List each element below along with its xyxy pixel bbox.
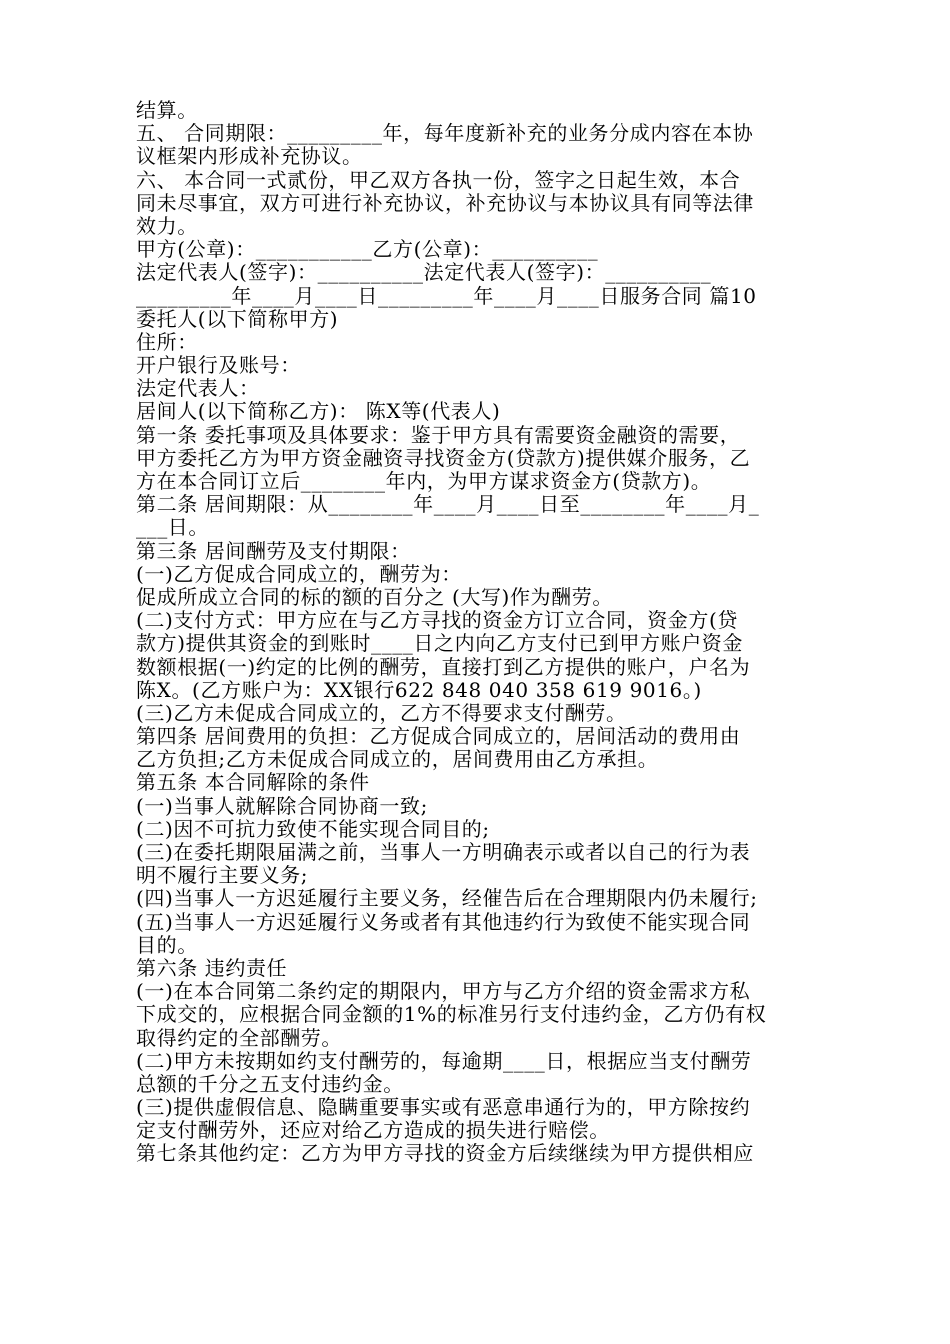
text-line: 议框架内形成补充协议。	[136, 144, 363, 169]
text-line: (二)甲方未按期如约支付酬劳的，每逾期____日，根据应当支付酬劳	[136, 1048, 752, 1073]
text-line: 甲方委托乙方为甲方资金融资寻找资金方(贷款方)提供媒介服务，乙	[136, 445, 751, 470]
text-line: (四)当事人一方迟延履行主要义务，经催告后在合理期限内仍未履行;	[136, 886, 758, 911]
text-line: 目的。	[136, 932, 198, 957]
document-body	[136, 99, 816, 1166]
text-line: 五、 合同期限：_________年，每年度新补充的业务分成内容在本协	[136, 121, 754, 146]
text-line: 数额根据(一)约定的比例的酬劳，直接打到乙方提供的账户，户名为	[136, 654, 751, 679]
text-line: 陈X。(乙方账户为：XX银行622 848 040 358 619 9016。)	[136, 677, 702, 702]
signature-line: 法定代表人(签字)：__________法定代表人(签字)：__________	[136, 260, 712, 285]
text-line: (一)乙方促成合同成立的，酬劳为：	[136, 561, 462, 586]
text-line: (一)当事人就解除合同协商一致;	[136, 793, 428, 818]
text-line: 开户银行及账号：	[136, 353, 301, 378]
text-line: 委托人(以下简称甲方)	[136, 306, 339, 331]
text-line: (三)在委托期限届满之前，当事人一方明确表示或者以自己的行为表	[136, 840, 751, 864]
text-line: 第三条 居间酬劳及支付期限：	[136, 538, 411, 563]
text-line: 促成所成立合同的标的额的百分之 (大写)作为酬劳。	[136, 584, 613, 609]
text-line: (二)支付方式：甲方应在与乙方寻找的资金方订立合同，资金方(贷	[136, 608, 739, 633]
text-line: 第四条 居间费用的负担：乙方促成合同成立的，居间活动的费用由	[136, 724, 741, 749]
text-line: 第七条其他约定：乙方为甲方寻找的资金方后续继续为甲方提供相应	[136, 1141, 754, 1166]
text-line: 取得约定的全部酬劳。	[136, 1025, 342, 1050]
text-line: 定支付酬劳外，还应对给乙方造成的损失进行赔偿。	[136, 1118, 610, 1143]
text-line: 明不履行主要义务;	[136, 863, 309, 888]
text-line: 居间人(以下简称乙方)： 陈X等(代表人)	[136, 399, 501, 424]
text-line: 结算。	[136, 98, 198, 122]
text-line: 第二条 居间期限：从________年____月____日至________年____月_	[136, 492, 760, 517]
text-line: (三)乙方未促成合同成立的，乙方不得要求支付酬劳。	[136, 700, 627, 725]
text-line: 方在本合同订立后________年内，为甲方谋求资金方(贷款方)。	[136, 469, 712, 493]
text-line: (一)在本合同第二条约定的期限内，甲方与乙方介绍的资金需求方私	[136, 979, 751, 1004]
text-line: ___日。	[136, 515, 209, 540]
date-line: _________年____月____日_________年____月____日服务合同 篇10	[136, 283, 757, 308]
text-line: (三)提供虚假信息、隐瞒重要事实或有恶意串通行为的，甲方除按约	[136, 1095, 751, 1120]
text-line: 下成交的，应根据合同金额的1%的标准另行支付违约金，乙方仍有权	[136, 1002, 767, 1027]
text-line: (五)当事人一方迟延履行义务或者有其他违约行为致使不能实现合同	[136, 909, 751, 934]
text-line: 第五条 本合同解除的条件	[136, 770, 370, 795]
text-line: 第一条 委托事项及具体要求：鉴于甲方具有需要资金融资的需要，	[136, 422, 741, 447]
text-line: 同未尽事宜，双方可进行补充协议，补充协议与本协议具有同等法律	[136, 190, 754, 215]
text-line: 法定代表人：	[136, 376, 260, 401]
text-line: 款方)提供其资金的到账时____日之内向乙方支付已到甲方账户资金	[136, 631, 744, 656]
signature-line: 甲方(公章)：___________乙方(公章)：__________	[136, 237, 599, 262]
text-line: 效力。	[136, 213, 198, 238]
text-line: 第六条 违约责任	[136, 955, 288, 980]
text-line: (二)因不可抗力致使不能实现合同目的;	[136, 816, 490, 841]
text-line: 六、 本合同一式贰份，甲乙双方各执一份，签字之日起生效，本合	[136, 167, 741, 192]
text-line: 总额的千分之五支付违约金。	[136, 1071, 404, 1096]
text-line: 住所：	[136, 329, 198, 354]
text-line: 乙方负担;乙方未促成合同成立的，居间费用由乙方承担。	[136, 747, 659, 772]
